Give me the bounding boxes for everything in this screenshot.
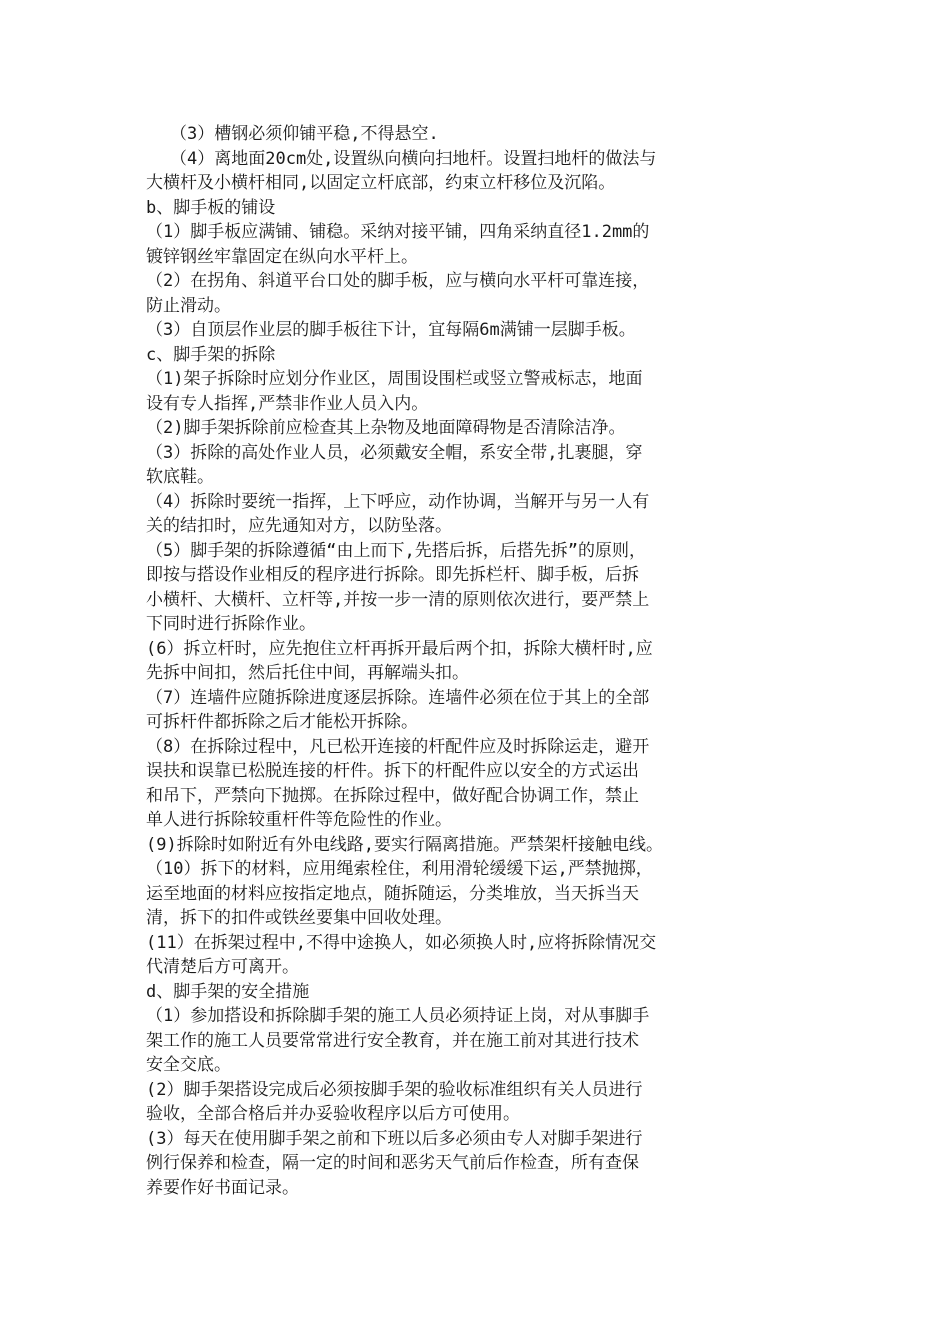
text-line: （8）在拆除过程中，凡已松开连接的杆配件应及时拆除运走，避开 [146,736,650,757]
text-line: (11）在拆架过程中,不得中途换人，如必须换人时,应将拆除情况交 [146,932,657,953]
text-line: （5）脚手架的拆除遵循“由上而下,先搭后拆，后搭先拆”的原则， [146,540,646,561]
text-line: （3）槽钢必须仰铺平稳,不得悬空. [170,124,439,144]
text-line: 和吊下，严禁向下抛掷。在拆除过程中，做好配合协调工作，禁止 [146,785,639,806]
text-line: 清，拆下的扣件或铁丝要集中回收处理。 [146,908,452,928]
text-line: (9)拆除时如附近有外电线路,要实行隔离措施。严禁架杆接触电线。 [146,834,663,855]
text-line: （4）离地面20cm处,设置纵向横向扫地杆。设置扫地杆的做法与 [170,148,657,169]
text-line: 安全交底。 [146,1055,231,1075]
text-line: （1）参加搭设和拆除脚手架的施工人员必须持证上岗，对从事脚手 [146,1006,650,1026]
text-line: (3）每天在使用脚手架之前和下班以后多必须由专人对脚手架进行 [146,1128,643,1149]
text-line: 防止滑动。 [146,295,231,316]
text-line: （2)脚手架拆除前应检查其上杂物及地面障碍物是否清除洁净。 [146,418,626,438]
text-line: 运至地面的材料应按指定地点，随拆随运，分类堆放，当天拆当天 [146,883,639,904]
text-line: 例行保养和检查，隔一定的时间和恶劣天气前后作检查，所有查保 [146,1153,639,1173]
text-line: c、脚手架的拆除 [146,344,276,365]
text-line: （7）连墙件应随拆除进度逐层拆除。连墙件必须在位于其上的全部 [146,687,650,708]
text-line: 软底鞋。 [146,467,214,487]
text-line: 小横杆、大横杆、立杆等,并按一步一清的原则依次进行，要严禁上 [146,589,650,610]
text-line: 验收，全部合格后并办妥验收程序以后方可使用。 [146,1104,520,1124]
text-line: 先拆中间扣，然后托住中间，再解端头扣。 [146,663,469,683]
text-line: 误扶和误靠已松脱连接的杆件。拆下的杆配件应以安全的方式运出 [146,761,639,781]
text-line: (6）拆立杆时，应先抱住立杆再拆开最后两个扣，拆除大横杆时,应 [146,638,653,659]
text-line: b、脚手板的铺设 [146,197,276,218]
text-line: 下同时进行拆除作业。 [146,614,316,634]
text-line: （1）脚手板应满铺、铺稳。采纳对接平铺，四角采纳直径1.2mm的 [146,222,650,242]
text-line: 关的结扣时，应先通知对方，以防坠落。 [146,516,452,536]
text-line: （1)架子拆除时应划分作业区，周围设围栏或竖立警戒标志，地面 [146,369,643,389]
text-line: (2）脚手架搭设完成后必须按脚手架的验收标准组织有关人员进行 [146,1079,643,1100]
text-line: （3）自顶层作业层的脚手板往下计，宜每隔6m满铺一层脚手板。 [146,320,636,340]
text-line: （10）拆下的材料，应用绳索栓住，利用滑轮缓缓下运,严禁抛掷， [146,859,653,879]
text-line: 设有专人指挥,严禁非作业人员入内。 [146,393,429,414]
text-line: （2）在拐角、斜道平台口处的脚手板，应与横向水平杆可靠连接， [146,271,650,291]
text-line: 可拆杆件都拆除之后才能松开拆除。 [146,712,418,732]
document-body [146,122,816,1200]
text-line: （3）拆除的高处作业人员，必须戴安全帽，系安全带,扎裹腿，穿 [146,442,643,463]
text-line: d、脚手架的安全措施 [146,981,310,1002]
text-line: 代清楚后方可离开。 [146,957,299,977]
text-line: 单人进行拆除较重杆件等危险性的作业。 [146,810,452,830]
text-line: 即按与搭设作业相反的程序进行拆除。即先拆栏杆、脚手板，后拆 [146,565,639,585]
text-line: （4）拆除时要统一指挥，上下呼应，动作协调，当解开与另一人有 [146,491,650,512]
text-line: 镀锌钢丝牢靠固定在纵向水平杆上。 [146,246,418,267]
text-line: 架工作的施工人员要常常进行安全教育，并在施工前对其进行技术 [146,1030,639,1051]
text-line: 养要作好书面记录。 [146,1177,299,1198]
text-line: 大横杆及小横杆相同,以固定立杆底部，约束立杆移位及沉陷。 [146,173,616,193]
